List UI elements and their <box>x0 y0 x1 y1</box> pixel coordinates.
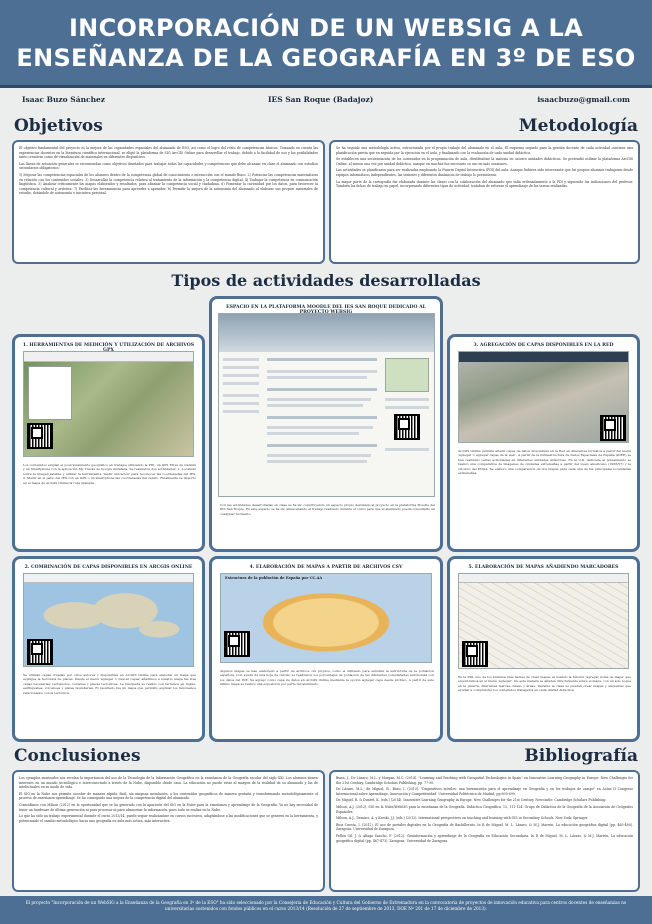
qr-code-icon <box>462 641 488 667</box>
bibliography-entry: Milson, A.J., Demirci, A. y Kerski, J.J. (eds.) (2012). International perspectives on teaching and learning with GIS in Secondary Schools. New York: Springer. <box>336 816 589 821</box>
bibliography-entry: Bunn, J., De Lázaro, M.L. y Morgan, M.C. (2014). "Learning and Teaching with Geospatial Technologies in Spain" en Innovative Learning Geography in Europe: New Challenges for the 21st Century. Cambridge Scholars Publishing, pp. 77-90. <box>336 776 633 785</box>
panel-text: En la PDI, uno de los alumnos más fáciles de crear mapas es usando la función 'agregar notas de mapa' que encontramos en el menú 'agregar'. De esta manera se añaden directamente sobre el mapa, con un solo toque en la pizarra, diferentes marcas, líneas y áreas. Durante la clase se pueden crear mapas y esquemas que ayuden a comprender los contenidos trabajados en cada unidad didáctica. <box>458 675 631 693</box>
panel-tectonica <box>12 556 205 742</box>
panel-title: 3. AGREGACIÓN DE CAPAS DISPONIBLES EN LA RED <box>473 343 614 348</box>
section-title-bibliografia: Bibliografía <box>524 746 638 766</box>
author-name: Isaac Buzo Sánchez <box>22 95 106 104</box>
panel-title: 2. COMBINACIÓN DE CAPAS DISPONIBLES EN ARCGIS ONLINE <box>24 565 193 570</box>
author-institution: IES San Roque (Badajoz) <box>268 95 374 104</box>
conclusiones-paragraph: Coincidimos con Milson (2012) en la oportunidad que se ha generado con la aparición del SIG en la Nube para la enseñanza y aprendizaje de la Geografía. Ya no hay necesidad de tener un hardware de última generación ni para procesar ni para almacenar la información, pues todo se realiza en la Nube. <box>19 802 318 812</box>
panel-title: 1. HERRAMIENTAS DE MEDICIÓN Y UTILIZACIÓN DE ARCHIVOS <box>22 343 195 348</box>
footer-note: El proyecto "Incorporación de un WebSIG a la Enseñanza de la Geografía en 3º de la ESO" ha sido seleccionado por la Consejería de Educación y Cultura del Gobierno de Extremadura en la convocatoria de proyectos de innovación educativa para centros docentes de enseñanzas no universitarias sostenidos con fondos públicos en el curso 2013/14 (Resolución de 27 de septiembre de 2013, DOE Nº 201 de 17 de diciembre de 2013). <box>0 896 652 924</box>
objetivos-paragraph: Las líneas de actuación generales se recomiendan como objetivos diseñados para trabajar todas las capacidades y competencias que debe alcanzar en clase el alumnado con estudios secundarios obligatorios: <box>19 161 318 171</box>
bibliography-entry: Ruiz Cuesta, I. (2012). El uso de portales digitales en la Geografía de Bachillerato. In R de Miguel, M. L. Lázaro, & M.J. Marrón, La educación geográfica digital (pp. 465-480). Zaragoza: Universidad de Zaragoza. <box>336 822 633 832</box>
conclusiones-paragraph: El SIG en la Nube nos permite acceder de manera rápida, fácil, sin ninguna instalación, a los contenidos geográficos de manera gratuita y transformando metodológicamente el proceso de enseñanza-aprendizaje. Se ha conseguido una mejora de la competencia digital del alumnado. <box>19 791 318 801</box>
panel-csv <box>209 556 443 742</box>
panel-text: Los contenidos exigían el posicionamiento geográfico en trabajos utilizando la PDI, un GPS Etrex de Garmin y un Smartphone con la aplicación My Tracks de Google instalada. Se realizaron dos actividades: 1. Localizar sobre la imagen satélite y utilizar la herramienta 'medir ubicación' para reconocer las coordenadas del IES. 2. Medir en el patio del IES con un GPS o un smartphone las coordenadas del centro. Finalmente se importó en el mapa de ArcGIS Online la ruta grabada. <box>23 463 196 485</box>
metodologia-box <box>329 140 640 264</box>
csv-map-screenshot <box>220 573 432 663</box>
panel-text: Algunos mapas se han elaborado a partir de archivos csv propios, como el utilizado para estudiar la estructura de la población española. Con ayuda de una hoja de cálculo se realizaron los porcentajes de población de las diferentes comunidades autónomas con los datos del INE. Se agregó como capa de datos en ArcGIS Online mediante la opción agregar capa desde archivo. A partir de este último mapa se realizó una exposición por parte del alumnado. <box>220 669 434 687</box>
bibliography-entry: De Lázaro, M.L.; de Miguel, R.; Buzo, I. (2013). "Dispositivos móviles: una herramienta para el aprendizaje en Geografía y en los trabajos de campo" en Actas II Congreso Internacional sobre Aprendizaje, Innovación y Competitividad. Universidad Politécnica de Madrid, pp 695-699. <box>336 787 633 796</box>
metodologia-paragraph: Se ha seguido una metodología activa, estructurada por el propio trabajo del alumnado en el aula. El esquema seguido para la gestión docente de cada actividad contiene una planificación previa que en seguida por la ejecución en el aula, y finalizando con la evaluación de cada unidad didáctica. <box>336 146 633 155</box>
panel-text: Se utilizan capas creadas por otros autores y disponibles en ArcGIS Online para elaborar un mapa que explique la tectónica de placas. Desde el menú 'agregar > buscar capas' añadimos a nuestro mapa las tres capas necesarias: terremotos, volcanes y placas tectónicas. La búsqueda se realizó con términos en inglés: earthquakes, volcanoes y plates boundaries. El resultado fue un mapa que permitió explicar los fenómenos relacionados con la tectónica. <box>23 673 196 695</box>
metodologia-paragraph: La mayor parte de la cartografía fue elaborada durante las clases con la colaboración del alumnado que salía ordenadamente a la PDI y siguiendo las indicaciones del profesor. También las fichas de trabajo en papel, incorporando diferentes tipos de actividad, trataban de reforzar el aprendizaje de las tareas realizadas. <box>336 179 633 189</box>
poster-title <box>0 0 652 73</box>
conclusiones-paragraph: Los ejemplos mostrados nos revelan la importancia del uso de la Tecnología de la Información Geográfica en la enseñanza de la Geografía escolar del siglo XXI. Los alumnos tienen intereses en un mundo tecnológico e interconectado a través de la Nube, disponible desde casa. La educación no puede estar al margen de la realidad de su alumnado y las de intelectuales en su modo de vida. <box>19 776 318 790</box>
panel-moodle <box>209 296 443 552</box>
title-banner <box>0 0 652 88</box>
metodologia-paragraph: Se establecen una secuenciación de los contenidos en la programación de aula, dividiéndose la materia en catorce unidades didácticas. Se pretendió utilizar la plataforma ArcGIS Online, al menos una vez por unidad didáctica, aunque en muchas fue necesario su uso en más ocasiones. <box>336 157 633 166</box>
section-title-objetivos: Objetivos <box>14 116 103 136</box>
panel-title: 5. ELABORACIÓN DE MAPAS AÑADIENDO MARCADORES <box>468 565 619 570</box>
author-email[interactable]: isaacbuzo@gmail.com <box>537 95 630 104</box>
panel-title: 4. ELABORACIÓN DE MAPAS A PARTIR DE ARCHIVOS CSV <box>249 565 403 570</box>
qr-code-icon <box>27 423 53 449</box>
panel-capas-red <box>447 334 640 552</box>
csv-map-title: Estructura de la población de España por CC.AA <box>225 576 323 580</box>
objetivos-paragraph: 1) Mejorar las competencias espaciales de los alumnos dentro de la competencia global de conocimiento e interacción con el mundo físico. 2) Potenciar las competencias matemáticas en relación con los contenidos sociales. 3) Desarrollar la competencia relativa al tratamiento de la información y la competencia digital. 4) Trabajar la competencia en comunicación lingüística. 5) Analizar críticamente los mapas elaborados y resultados, para afianzar la competencia social y ciudadana. 6) Fomentar la curiosidad por los datos, para favorecer la competencia cultural y artística. 7) Facilitar las herramientas para aprender a aprender. 8) Permitir la mejora de la autonomía del alumnado al elaborar sus propios materiales de estudio, dotándole de autonomía e iniciativa personal. <box>19 172 318 196</box>
bibliography-entry: Pellón Gil, J. & Aliaga Sancho, F. (2012). Geoinformación y aprendizaje de la Geografía en Educación Secundaria. In R de Miguel, M. L. Lázaro, & M.J. Marrón, La educación geográfica digital (pp. 467-473). Zaragoza, Universidad de Zaragoza. <box>336 833 633 843</box>
conclusiones-paragraph: Lo que ha sido un trabajo experimental durante el curso 2013/14, puede seguir realizándose en cursos sucesivos, adaptándose a las modificaciones que se generen en la herramienta, y potenciando el cambio metodológico hacia una geografía en aula más activa, más interactiva. <box>19 814 318 823</box>
bibliography-entry: De Miguel, R. & Donert, K. (eds.) (2014). Innovative Learning Geography in Europe. New Challenges for the 21st Century. Newcastle: Cambridge Scholars Publishing. <box>336 798 607 803</box>
qr-code-icon <box>27 639 53 665</box>
metodologia-paragraph: Las actividades se planificaron para ser realizadas empleando la Pizarra Digital Interactiva (PDI) del aula. Aunque hubiera sido interesante que los propios alumnos trabajasen desde equipos informáticos independientes, las sesiones y diferentes dinámicas de trabajo lo permitieron. <box>336 168 633 177</box>
conclusiones-box <box>12 770 325 892</box>
moodle-logo-image <box>385 358 429 392</box>
title-line-1: INCORPORACIÓN DE UN WEBSIG A LA <box>68 14 584 42</box>
panel-title: ESPACIO EN LA PLATAFORMA MOODLE DEL IES SAN ROQUE DEDICADO AL <box>226 305 426 310</box>
qr-code-icon <box>224 631 250 657</box>
panel-marcadores <box>447 556 640 742</box>
section-title-tipos: Tipos de actividades desarrolladas <box>171 271 481 290</box>
section-title-metodologia: Metodología <box>518 116 638 136</box>
qr-code-icon <box>600 415 626 441</box>
panel-gpx <box>12 334 205 552</box>
moodle-header-image <box>219 314 435 352</box>
panel-text: Con las actividades desarrolladas en clase se ha ido construyendo un espacio propio destinado al proyecto en la plataforma Moodle del IES San Roque. En este espacio se ha ido almacenando el trabajo realizado durante el curso para que el alumnado pueda consultarlo en cualquier momento. <box>220 503 435 516</box>
moodle-screenshot <box>218 313 435 497</box>
objetivos-box <box>12 140 325 264</box>
bibliography-entry: Milson, A.J. (2012). SIG en la Nube/WebSIG para la enseñanza de la Geografía. Didáctica Geográfica, 13, 111-124. Grupo de Didáctica de la Geografía de la Asociación de Geógrafos Españoles. <box>336 804 633 814</box>
section-title-conclusiones: Conclusiones <box>14 746 141 766</box>
panel-text: ArcGIS Online permite añadir capas de datos disponibles en la Red en diferentes formatos a partir del menú 'agregar > agregar capas de la web'. A partir de la Infraestructura de Datos Espaciales de España (IDEE) se han realizado varias actividades en diferentes unidades didácticas. En la U.D. dedicada al poblamiento se realizó una comparativa de imágenes de ciudades extremeñas a partir del vuelo americano (1956/57) y la ortofoto del PNOA. Se elaboró una comparación de dos mapas para cada una de las principales localidades extremeñas. <box>458 449 631 476</box>
qr-code-icon <box>394 414 420 440</box>
title-line-2: ENSEÑANZA DE LA GEOGRAFÍA EN 3º DE ESO <box>16 44 636 72</box>
objetivos-paragraph: El objetivo fundamental del proyecto es la mejora de las capacidades espaciales del alumnado de ESO, así como el logro del resto de competencias básicas. Tomando en cuenta las experiencias docentes en la literatura científica internacional, se eligió la plataforma de SIG ArcGIS Online para desarrollar el trabajo, debido a la facilidad de uso y las posibilidades tanto creativas como de visualización de materiales en diferentes dispositivos. <box>19 146 318 160</box>
author-line <box>0 92 652 106</box>
bibliografia-box <box>329 770 640 892</box>
